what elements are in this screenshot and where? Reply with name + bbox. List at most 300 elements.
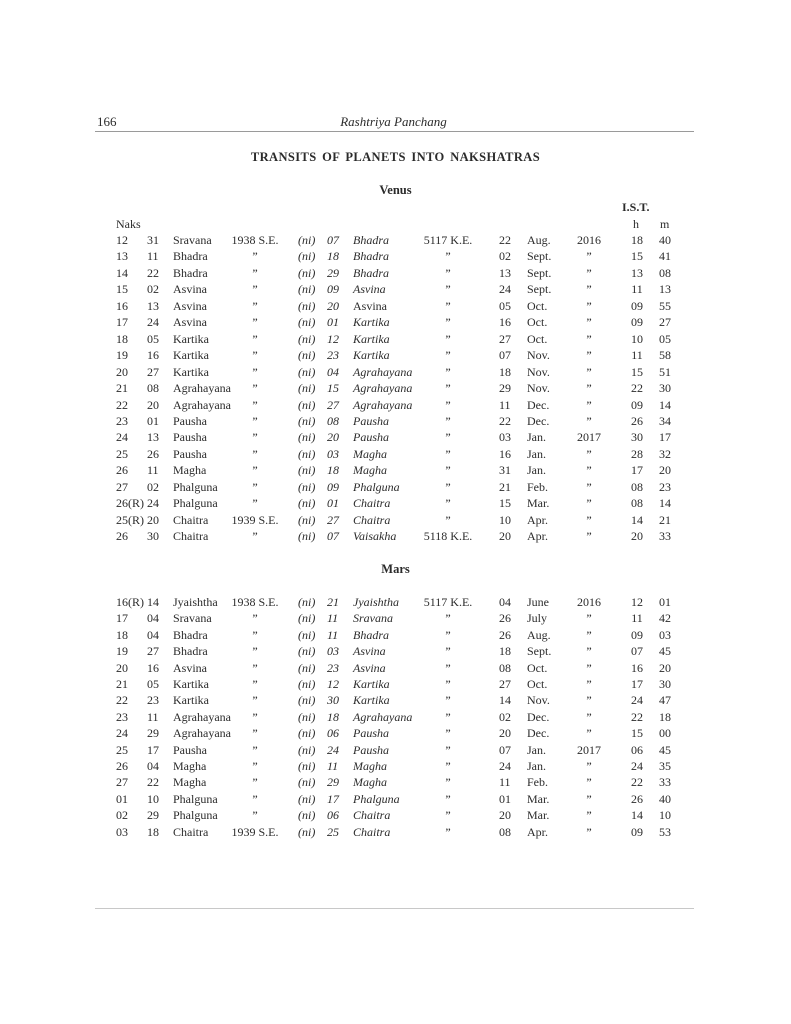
naks-header: Naks [116, 217, 141, 231]
se-month: Magha [173, 463, 207, 478]
greg-day: 20 [499, 726, 511, 741]
greg-year: ” [586, 446, 592, 461]
ist-minute: 32 [659, 446, 671, 461]
ke-day: 30 [327, 693, 339, 708]
ke-year: 5117 K.E. [423, 595, 473, 609]
se-day: 04 [147, 611, 159, 626]
ke-month: Chaitra [353, 808, 391, 823]
naks-number: 12 [116, 233, 128, 247]
ist-minute: 45 [659, 742, 671, 757]
table-row [0, 233, 791, 250]
naks-number: 02 [116, 808, 128, 823]
ist-hour: 09 [631, 298, 643, 313]
running-head-text: Rashtriya Panchang [340, 114, 447, 129]
naks-number: 27 [116, 479, 128, 494]
greg-day: 14 [499, 693, 511, 708]
greg-day: 04 [499, 595, 511, 609]
ni-label: (ni) [298, 331, 316, 346]
se-month: Magha [173, 759, 207, 773]
ke-month: Bhadra [353, 627, 389, 642]
greg-year: ” [586, 611, 592, 626]
ist-minute: 35 [659, 759, 671, 773]
greg-month: Sept. [527, 282, 552, 297]
table-row [0, 414, 791, 431]
ke-month: Pausha [353, 430, 389, 445]
se-month: Bhadra [173, 249, 208, 264]
greg-month: Jan. [527, 430, 546, 445]
ni-label: (ni) [298, 512, 316, 527]
se-month: Bhadra [173, 265, 208, 280]
greg-year: ” [586, 479, 592, 494]
greg-month: Sept. [527, 644, 552, 659]
se-month: Kartika [173, 677, 209, 691]
se-year: 1939 S.E. [231, 512, 279, 527]
se-year: ” [252, 791, 258, 806]
ist-hour: 24 [631, 693, 643, 708]
greg-day: 31 [499, 463, 511, 478]
ni-label: (ni) [298, 660, 316, 675]
section-title-mars: Mars [381, 562, 410, 576]
se-year: ” [252, 693, 258, 708]
greg-day: 08 [499, 660, 511, 675]
table-row [0, 677, 791, 694]
page-number: 166 [97, 114, 117, 129]
se-day: 31 [147, 233, 159, 247]
ni-label: (ni) [298, 677, 316, 691]
ke-year: ” [445, 611, 451, 626]
ist-minute: 53 [659, 824, 671, 839]
ni-label: (ni) [298, 726, 316, 741]
greg-month: Dec. [527, 413, 550, 428]
se-day: 10 [147, 791, 159, 806]
greg-year: ” [586, 709, 592, 724]
ist-minute: 27 [659, 315, 671, 330]
ke-year: ” [445, 759, 451, 773]
ist-minute: 55 [659, 298, 671, 313]
ke-day: 18 [327, 249, 339, 264]
se-month: Asvina [173, 660, 207, 675]
greg-day: 22 [499, 413, 511, 428]
se-day: 04 [147, 627, 159, 642]
greg-day: 20 [499, 529, 511, 544]
greg-month: Aug. [527, 627, 551, 642]
se-day: 29 [147, 808, 159, 823]
naks-number: 26 [116, 463, 128, 478]
greg-month: Jan. [527, 742, 546, 757]
ke-month: Bhadra [353, 265, 389, 280]
se-day: 16 [147, 348, 159, 363]
greg-day: 27 [499, 331, 511, 346]
ke-year: ” [445, 709, 451, 724]
se-month: Pausha [173, 413, 207, 428]
naks-number: 16(R) [116, 595, 144, 609]
ke-year: ” [445, 726, 451, 741]
ke-month: Pausha [353, 742, 389, 757]
greg-month: Dec. [527, 726, 550, 741]
se-month: Magha [173, 775, 207, 790]
se-month: Pausha [173, 430, 207, 445]
ke-month: Agrahayana [353, 397, 413, 412]
greg-year: ” [586, 660, 592, 675]
ist-hour: 24 [631, 759, 643, 773]
ke-year: ” [445, 282, 451, 297]
greg-year: 2016 [577, 595, 601, 609]
greg-year: ” [586, 759, 592, 773]
greg-year: ” [586, 364, 592, 379]
ke-year: ” [445, 381, 451, 396]
se-month: Sravana [173, 233, 212, 247]
naks-number: 23 [116, 709, 128, 724]
table-row [0, 710, 791, 727]
greg-month: Apr. [527, 824, 548, 839]
naks-number: 18 [116, 627, 128, 642]
greg-month: Oct. [527, 331, 548, 346]
ke-day: 27 [327, 397, 339, 412]
se-day: 18 [147, 824, 159, 839]
table-row [0, 398, 791, 415]
ke-day: 18 [327, 463, 339, 478]
se-day: 14 [147, 595, 159, 609]
ke-day: 18 [327, 709, 339, 724]
naks-number: 17 [116, 315, 128, 330]
greg-day: 16 [499, 446, 511, 461]
se-day: 08 [147, 381, 159, 396]
ke-day: 24 [327, 742, 339, 757]
greg-month: Sept. [527, 249, 552, 264]
naks-number: 01 [116, 791, 128, 806]
ke-year: ” [445, 348, 451, 363]
naks-number: 22 [116, 397, 128, 412]
se-day: 02 [147, 282, 159, 297]
greg-year: ” [586, 808, 592, 823]
greg-day: 03 [499, 430, 511, 445]
ke-month: Chaitra [353, 496, 391, 511]
ke-day: 12 [327, 331, 339, 346]
ke-day: 09 [327, 479, 339, 494]
greg-month: Nov. [527, 381, 550, 396]
ke-day: 20 [327, 298, 339, 313]
running-head [0, 114, 791, 130]
ke-month: Kartika [353, 348, 390, 363]
naks-number: 18 [116, 331, 128, 346]
table-row [0, 299, 791, 316]
ni-label: (ni) [298, 611, 316, 626]
ni-label: (ni) [298, 249, 316, 264]
greg-day: 08 [499, 824, 511, 839]
se-month: Asvina [173, 282, 207, 297]
greg-day: 07 [499, 742, 511, 757]
ist-header: I.S.T. [622, 200, 650, 214]
ist-minute: 23 [659, 479, 671, 494]
ke-day: 06 [327, 808, 339, 823]
table-row [0, 513, 791, 530]
greg-month: Oct. [527, 298, 548, 313]
greg-month: Oct. [527, 660, 548, 675]
se-year: 1938 S.E. [231, 233, 279, 247]
ke-year: ” [445, 364, 451, 379]
ke-month: Pausha [353, 413, 389, 428]
se-month: Agrahayana [173, 726, 231, 741]
greg-year: ” [586, 644, 592, 659]
greg-day: 13 [499, 265, 511, 280]
ke-year: ” [445, 265, 451, 280]
ni-label: (ni) [298, 430, 316, 445]
ke-month: Jyaishtha [353, 595, 399, 609]
table-row [0, 644, 791, 661]
ist-hour: 09 [631, 315, 643, 330]
greg-month: Feb. [527, 775, 548, 790]
ist-hour: 26 [631, 413, 643, 428]
se-month: Kartika [173, 331, 209, 346]
greg-year: ” [586, 381, 592, 396]
ist-hour: 26 [631, 791, 643, 806]
ni-label: (ni) [298, 364, 316, 379]
table-row [0, 661, 791, 678]
ke-day: 29 [327, 775, 339, 790]
se-day: 16 [147, 660, 159, 675]
naks-number: 26 [116, 529, 128, 544]
ke-day: 09 [327, 282, 339, 297]
greg-day: 07 [499, 348, 511, 363]
ist-minute: 20 [659, 660, 671, 675]
se-day: 11 [147, 463, 159, 478]
se-year: ” [252, 282, 258, 297]
naks-number: 17 [116, 611, 128, 626]
greg-month: Apr. [527, 529, 548, 544]
greg-day: 18 [499, 644, 511, 659]
ni-label: (ni) [298, 808, 316, 823]
se-year: 1939 S.E. [231, 824, 279, 839]
ke-year: ” [445, 677, 451, 691]
se-year: ” [252, 479, 258, 494]
greg-month: Oct. [527, 315, 548, 330]
se-month: Chaitra [173, 824, 209, 839]
ist-minute: 30 [659, 381, 671, 396]
se-year: ” [252, 644, 258, 659]
page-title: TRANSITS OF PLANETS INTO NAKSHATRAS [250, 150, 541, 164]
table-row [0, 266, 791, 283]
ke-month: Vaisakha [353, 529, 397, 544]
se-day: 05 [147, 677, 159, 691]
ni-label: (ni) [298, 282, 316, 297]
ke-year: ” [445, 775, 451, 790]
greg-day: 02 [499, 249, 511, 264]
greg-year: ” [586, 496, 592, 511]
ist-hour: 09 [631, 627, 643, 642]
ist-hour: 14 [631, 512, 643, 527]
ist-hour: 08 [631, 479, 643, 494]
ke-day: 07 [327, 233, 339, 247]
greg-day: 11 [499, 775, 511, 790]
greg-month: July [527, 611, 548, 626]
se-day: 24 [147, 315, 159, 330]
ist-minute: 14 [659, 397, 671, 412]
greg-day: 05 [499, 298, 511, 313]
greg-month: Nov. [527, 693, 550, 708]
greg-day: 26 [499, 627, 511, 642]
naks-number: 22 [116, 693, 128, 708]
table-row [0, 792, 791, 809]
ist-hour: 17 [631, 463, 643, 478]
naks-number: 21 [116, 381, 128, 396]
se-day: 13 [147, 298, 159, 313]
table-row [0, 480, 791, 497]
ke-month: Bhadra [353, 249, 389, 264]
ke-month: Phalguna [353, 479, 400, 494]
se-day: 11 [147, 709, 159, 724]
se-year: ” [252, 364, 258, 379]
ke-day: 20 [327, 430, 339, 445]
ke-month: Agrahayana [353, 381, 413, 396]
greg-year: ” [586, 627, 592, 642]
se-day: 24 [147, 496, 159, 511]
ke-year: ” [445, 791, 451, 806]
se-month: Bhadra [173, 627, 208, 642]
greg-year: ” [586, 529, 592, 544]
ni-label: (ni) [298, 413, 316, 428]
ist-minute: 10 [659, 808, 671, 823]
ke-year: ” [445, 331, 451, 346]
ist-hour: 16 [631, 660, 643, 675]
ni-label: (ni) [298, 233, 316, 247]
ist-hour: 09 [631, 397, 643, 412]
se-month: Pausha [173, 742, 207, 757]
greg-day: 27 [499, 677, 511, 691]
greg-month: Apr. [527, 512, 548, 527]
se-month: Phalguna [173, 479, 218, 494]
ist-hour: 11 [631, 611, 643, 626]
naks-number: 24 [116, 430, 128, 445]
greg-year: 2017 [577, 742, 601, 757]
se-day: 22 [147, 775, 159, 790]
table-row [0, 611, 791, 628]
se-year: ” [252, 446, 258, 461]
se-year: ” [252, 265, 258, 280]
naks-number: 25 [116, 742, 128, 757]
ke-day: 23 [327, 348, 339, 363]
ke-year: ” [445, 808, 451, 823]
ke-day: 17 [327, 791, 339, 806]
ist-hour: 13 [631, 265, 643, 280]
greg-month: Feb. [527, 479, 548, 494]
se-day: 30 [147, 529, 159, 544]
ist-minute: 33 [659, 529, 671, 544]
ni-label: (ni) [298, 627, 316, 642]
se-day: 29 [147, 726, 159, 741]
greg-day: 01 [499, 791, 511, 806]
naks-number: 27 [116, 775, 128, 790]
ist-hour: 22 [631, 709, 643, 724]
ke-month: Asvina [353, 282, 386, 297]
footer-rule [95, 908, 694, 909]
ke-year: 5117 K.E. [423, 233, 473, 247]
ist-minute: 05 [659, 331, 671, 346]
se-month: Kartika [173, 364, 209, 379]
greg-day: 29 [499, 381, 511, 396]
ist-minute: 00 [659, 726, 671, 741]
ke-year: ” [445, 644, 451, 659]
ke-day: 15 [327, 381, 339, 396]
greg-month: Nov. [527, 364, 550, 379]
ist-minute: 42 [659, 611, 671, 626]
table-row [0, 693, 791, 710]
table-row [0, 775, 791, 792]
table-row [0, 595, 791, 612]
table-row [0, 529, 791, 546]
se-day: 13 [147, 430, 159, 445]
ni-label: (ni) [298, 644, 316, 659]
table-row [0, 381, 791, 398]
se-year: ” [252, 742, 258, 757]
ist-minute: 45 [659, 644, 671, 659]
naks-number: 14 [116, 265, 128, 280]
ke-month: Kartika [353, 331, 390, 346]
ist-hour: 18 [631, 233, 643, 247]
ke-month: Kartika [353, 693, 390, 708]
se-year: ” [252, 381, 258, 396]
se-day: 04 [147, 759, 159, 773]
table-row [0, 430, 791, 447]
ke-day: 03 [327, 644, 339, 659]
ke-year: ” [445, 627, 451, 642]
greg-day: 22 [499, 233, 511, 247]
table-row [0, 496, 791, 513]
se-year: ” [252, 249, 258, 264]
ke-year: ” [445, 249, 451, 264]
se-day: 26 [147, 446, 159, 461]
se-day: 01 [147, 413, 159, 428]
ke-day: 08 [327, 413, 339, 428]
table-row [0, 249, 791, 266]
ke-month: Agrahayana [353, 709, 413, 724]
ist-minute: 40 [659, 233, 671, 247]
greg-year: ” [586, 397, 592, 412]
ke-day: 01 [327, 496, 339, 511]
se-day: 20 [147, 397, 159, 412]
ke-year: ” [445, 430, 451, 445]
se-year: ” [252, 298, 258, 313]
se-year: ” [252, 709, 258, 724]
naks-number: 25 [116, 446, 128, 461]
greg-month: Jan. [527, 759, 546, 773]
ke-month: Phalguna [353, 791, 400, 806]
ist-hour: 14 [631, 808, 643, 823]
ist-minute: 40 [659, 791, 671, 806]
section-title-venus: Venus [379, 183, 412, 197]
ist-minute: 41 [659, 249, 671, 264]
ist-minute: 18 [659, 709, 671, 724]
ist-minute: 21 [659, 512, 671, 527]
greg-day: 18 [499, 364, 511, 379]
se-day: 11 [147, 249, 159, 264]
table-row [0, 808, 791, 825]
se-year: ” [252, 775, 258, 790]
ist-minute: 33 [659, 775, 671, 790]
naks-number: 19 [116, 644, 128, 659]
naks-number: 03 [116, 824, 128, 839]
ke-day: 12 [327, 677, 339, 691]
greg-month: Mar. [527, 808, 550, 823]
ist-hour: 22 [631, 381, 643, 396]
ke-month: Asvina [353, 644, 386, 659]
se-month: Asvina [173, 315, 207, 330]
greg-year: ” [586, 298, 592, 313]
se-day: 23 [147, 693, 159, 708]
naks-number: 23 [116, 413, 128, 428]
se-year: ” [252, 759, 258, 773]
table-row [0, 332, 791, 349]
ist-minute: 30 [659, 677, 671, 691]
